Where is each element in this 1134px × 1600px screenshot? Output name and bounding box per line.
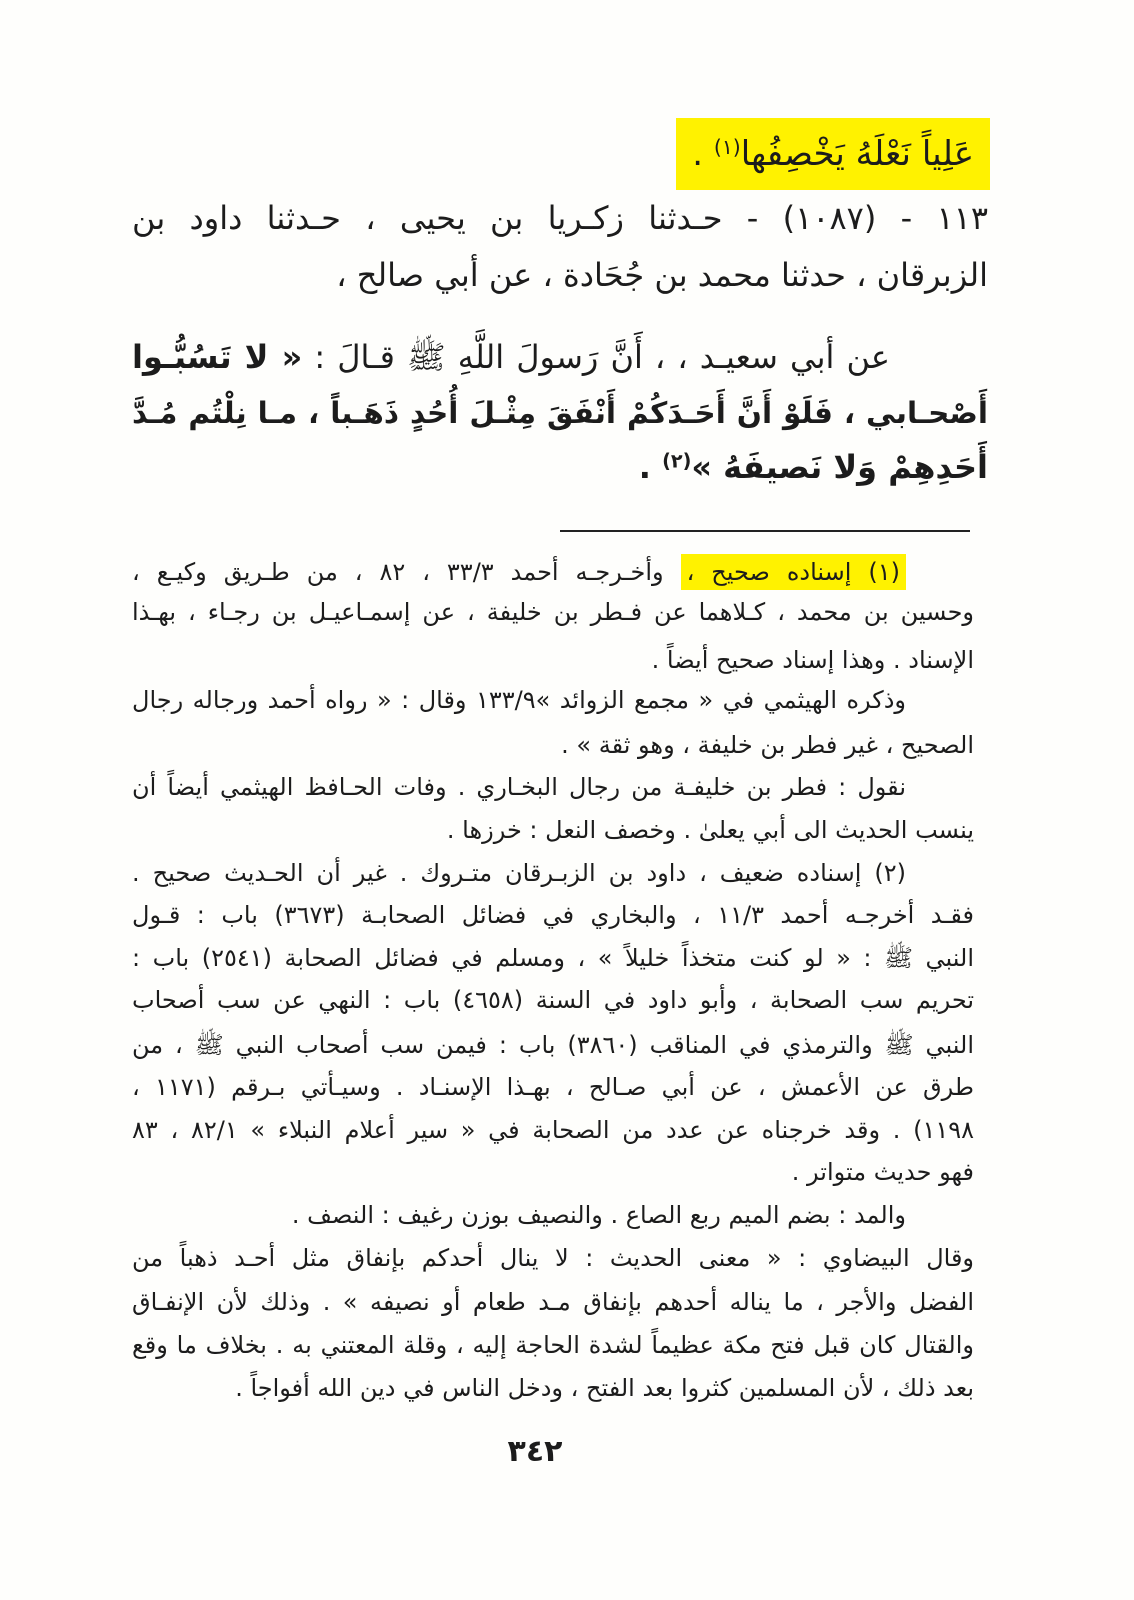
hadith-line-5-text: أَحَدِهِمْ وَلا نَصيفَهُ » [691,448,988,486]
footnote-line-7: ينسب الحديث الى أبي يعلىٰ . وخصف النعل : خرزها . [446,816,974,844]
footnote-line-10: النبي ﷺ : « لو كنت متخذاً خليلاً » ، ومسلم في فضائل الصحابة (٢٥٤١) باب : [132,944,974,972]
footnote-line-20: بعد ذلك ، لأن المسلمين كثروا بعد الفتح ، ودخل الناس في دين الله أفواجاً . [235,1374,974,1402]
footnote-line-11: تحريم سب الصحابة ، وأبو داود في السنة (٤٦٥٨) باب : النهي عن سب أصحاب [132,986,974,1014]
hadith-line-5-end: . [638,448,663,486]
page-number: ٣٤٢ [507,1434,563,1469]
footnote-line-4: وذكره الهيثمي في « مجمع الزوائد »١٣٣/٩ وقال : « رواه أحمد ورجاله رجال [132,686,906,714]
footnote-line-19: والقتال كان قبل فتح مكة عظيماً لشدة الحاجة إليه ، وقلة المعتني به . بخلاف ما وقع [132,1331,974,1359]
footnote-line-18: الفضل والأجر ، ما يناله أحدهم بإنفاق مـد طعام أو نصيفه » . وذلك لأن الإنفـاق [132,1288,974,1316]
hadith-line-3-matn: « لا تَسُبُّـوا [132,338,303,376]
hadith-line-2: الزبرقان ، حدثنا محمد بن جُحَادة ، عن أبي صالح ، [336,256,988,294]
footnote-line-3: الإسناد . وهذا إسناد صحيح أيضاً . [651,646,974,674]
footnote-line-2: وحسين بن محمد ، كـلاهما عن فـطر بن خليفة ، عن إسمـاعيـل بن رجـاء ، بهـذا [132,598,974,626]
header-highlight [676,118,990,190]
footnote-line-6: نقول : فطر بن خليفـة من رجال البخـاري . وفات الحـافظ الهيثمي أيضاً أن [132,773,906,801]
footnote-separator [560,530,970,532]
footnote-line-17: وقال البيضاوي : « معنى الحديث : لا ينال أحدكم بإنفاق مثل أحـد ذهباً من [132,1244,974,1272]
hadith-line-3 [132,332,890,382]
footnote-line-12: النبي ﷺ والترمذي في المناقب (٣٨٦٠) باب : فيمن سب أصحاب النبي ﷺ ، من [132,1031,974,1059]
footnote-line-1-rest: وأخـرجـه أحمد ٣٣/٣ ، ٨٢ ، من طـريق وكيـع ، [132,558,681,586]
footnote-line-13: طرق عن الأعمش ، عن أبي صـالح ، بهـذا الإسنـاد . وسيـأتي بـرقم (١١٧١ ، [132,1073,974,1101]
footnote-line-1 [132,552,906,592]
footnote-line-5: الصحيح ، غير فطر بن خليفة ، وهو ثقة » . [561,731,974,759]
header-end-mark: . [692,134,714,174]
footnote-line-14: ١١٩٨) . وقد خرجناه عن عدد من الصحابة في « سير أعلام النبلاء » ٨٢/١ ، ٨٣ [132,1116,975,1144]
hadith-line-5 [132,442,988,492]
hadith-line-1: ١١٣ - (١٠٨٧) - حـدثنا زكـريا بن يحيى ، حـدثنا داود بن [132,199,989,237]
footnote-line-16: والمد : بضم الميم ربع الصاع . والنصيف بوزن رغيف : النصف . [291,1201,906,1229]
header-text: عَلِياً نَعْلَهُ يَخْصِفُها [740,134,974,174]
header-note-ref: (١) [713,134,741,159]
footnote-highlight: (١) إسناده صحيح ، [681,554,906,590]
footnote-line-9: فقـد أخرجـه أحمد ١١/٣ ، والبخاري في فضائل الصحابـة (٣٦٧٣) باب : قـول [132,901,975,929]
hadith-line-4: أَصْحـابي ، فَلَوْ أَنَّ أَحَـدَكُمْ أَنْفَقَ مِثْـلَ أُحُدٍ ذَهَـباً ، مـا نِلْتُم مُـدَّ [132,396,988,430]
footnote-line-8: (٢) إسناده ضعيف ، داود بن الزبـرقان متـروك . غير أن الحـديث صحيح . [132,859,906,887]
hadith-line-3-isnad: عن أبي سعيـد ، ، أَنَّ رَسولَ اللَّهِ ﷺ قـالَ : [302,338,891,376]
hadith-note-ref: (٢) [662,449,692,473]
footnote-line-15: فهو حديث متواتر . [791,1158,974,1186]
